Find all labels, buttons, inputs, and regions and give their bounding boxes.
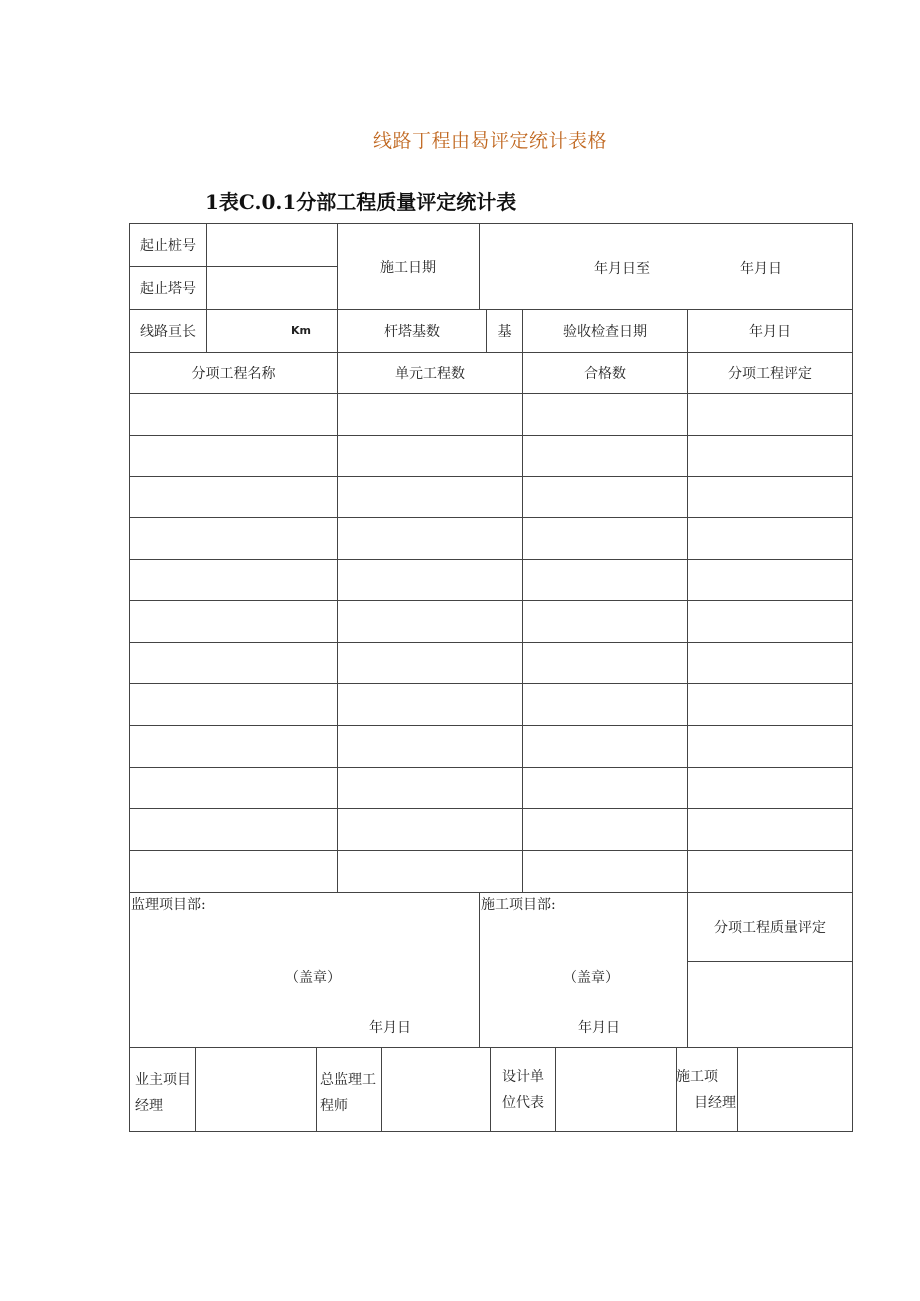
table-cell[interactable]: [130, 726, 337, 767]
construction-seal: （盖章）: [563, 970, 619, 986]
quality-evaluation-field[interactable]: [688, 962, 852, 1047]
table-cell[interactable]: [130, 601, 337, 642]
table-cell[interactable]: [338, 768, 522, 808]
table-cell[interactable]: [523, 726, 687, 767]
start-tower-field[interactable]: [207, 267, 337, 309]
table-cell[interactable]: [338, 851, 522, 892]
table-cell[interactable]: [688, 518, 852, 559]
construction-date-field[interactable]: [480, 224, 852, 309]
start-pile-field[interactable]: [207, 224, 337, 266]
table-cell[interactable]: [130, 560, 337, 600]
design-rep-label: 设计单 位代表: [502, 1069, 544, 1111]
line-length-label: 线路亘长: [140, 324, 196, 340]
table-cell[interactable]: [523, 851, 687, 892]
table-cell[interactable]: [338, 726, 522, 767]
length-unit: Km: [291, 324, 311, 337]
table-cell[interactable]: [130, 768, 337, 808]
tower-count-label: 杆塔基数: [384, 324, 440, 340]
table-cell[interactable]: [130, 684, 337, 725]
table-cell[interactable]: [523, 643, 687, 683]
construction-date: 年月日: [578, 1020, 620, 1036]
table-cell[interactable]: [130, 477, 337, 517]
date-to: 年月日: [740, 261, 782, 277]
table-cell[interactable]: [338, 436, 522, 476]
start-tower-label: 起止塔号: [140, 281, 196, 297]
form-subtitle: 1表C.0.1分部工程质量评定统计表: [205, 190, 517, 214]
table-cell[interactable]: [338, 684, 522, 725]
table-cell[interactable]: [688, 477, 852, 517]
acceptance-date-value[interactable]: 年月日: [749, 324, 791, 340]
chief-supervisor-signature[interactable]: [382, 1048, 490, 1131]
table-cell[interactable]: [688, 560, 852, 600]
table-cell[interactable]: [523, 518, 687, 559]
construction-dept-label: 施工项目部:: [481, 897, 556, 913]
table-cell[interactable]: [688, 809, 852, 850]
col-subitem-evaluation: 分项工程评定: [728, 366, 812, 382]
acceptance-date-label: 验收检查日期: [563, 324, 647, 340]
construction-manager-label: 施工项 目经理: [676, 1069, 736, 1111]
table-cell[interactable]: [688, 394, 852, 435]
tower-unit: 基: [497, 324, 512, 340]
supervision-seal: （盖章）: [285, 970, 341, 986]
table-cell[interactable]: [688, 436, 852, 476]
table-cell[interactable]: [523, 809, 687, 850]
supervision-date: 年月日: [369, 1020, 411, 1036]
page-title: 线路丁程由曷评定统计表格: [372, 130, 607, 152]
table-cell[interactable]: [338, 518, 522, 559]
table-cell[interactable]: [523, 394, 687, 435]
date-from: 年月日至: [594, 261, 650, 277]
table-cell[interactable]: [338, 643, 522, 683]
table-cell[interactable]: [130, 518, 337, 559]
table-cell[interactable]: [130, 436, 337, 476]
table-cell[interactable]: [688, 601, 852, 642]
table-cell[interactable]: [130, 809, 337, 850]
table-cell[interactable]: [688, 768, 852, 808]
table-cell[interactable]: [338, 601, 522, 642]
table-cell[interactable]: [130, 643, 337, 683]
supervision-dept-label: 监理项目部:: [131, 897, 206, 913]
table-cell[interactable]: [338, 477, 522, 517]
design-rep-signature[interactable]: [556, 1048, 676, 1131]
start-pile-label: 起止桩号: [140, 238, 196, 254]
table-cell[interactable]: [338, 394, 522, 435]
col-qualified-count: 合格数: [584, 366, 626, 382]
owner-manager-signature[interactable]: [196, 1048, 316, 1131]
table-cell[interactable]: [523, 560, 687, 600]
table-cell[interactable]: [688, 726, 852, 767]
construction-date-label: 施工日期: [380, 259, 436, 276]
table-cell[interactable]: [523, 684, 687, 725]
table-cell[interactable]: [688, 851, 852, 892]
col-unit-count: 单元工程数: [395, 366, 465, 382]
construction-manager-signature[interactable]: [738, 1048, 852, 1131]
table-cell[interactable]: [688, 643, 852, 683]
table-cell[interactable]: [523, 436, 687, 476]
table-cell[interactable]: [338, 809, 522, 850]
chief-supervisor-label: 总监理工 程师: [320, 1072, 376, 1114]
owner-manager-label: 业主项目 经理: [135, 1072, 191, 1114]
table-cell[interactable]: [523, 477, 687, 517]
table-cell[interactable]: [688, 684, 852, 725]
table-cell[interactable]: [523, 601, 687, 642]
table-cell[interactable]: [338, 560, 522, 600]
line-length-field[interactable]: [207, 310, 337, 352]
table-cell[interactable]: [130, 394, 337, 435]
col-subitem-name: 分项工程名称: [191, 366, 276, 382]
quality-evaluation-label: 分项工程质量评定: [714, 920, 826, 936]
table-cell[interactable]: [523, 768, 687, 808]
table-cell[interactable]: [130, 851, 337, 892]
